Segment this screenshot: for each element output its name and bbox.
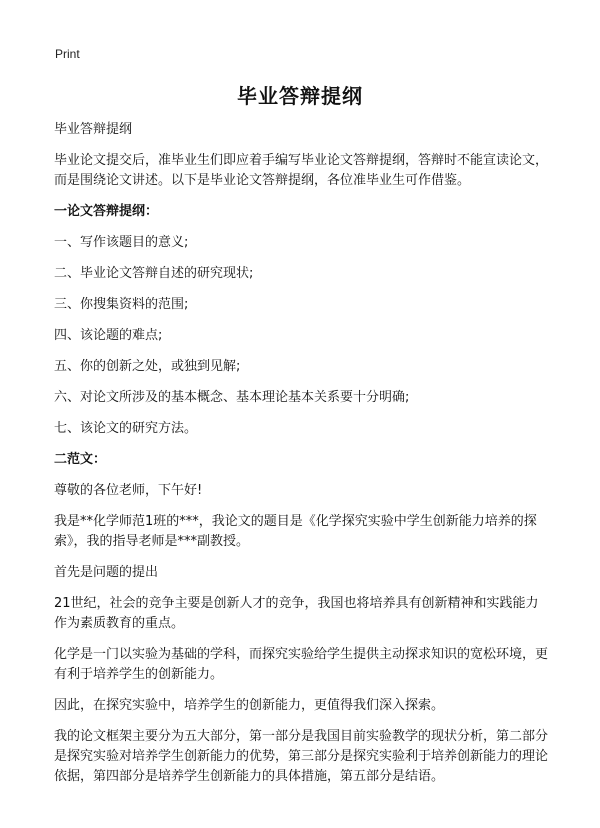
list-item: 七、该论文的研究方法。: [54, 421, 198, 436]
list-item: 五、你的创新之处，或独到见解;: [54, 359, 241, 374]
list-item: 二、毕业论文答辩自述的研究现状;: [54, 266, 254, 281]
sample-paragraph: 化学是一门以实验为基础的学科，而探究实验给学生提供主动探求知识的宽松环境，更有利于培养学生的创新能力。: [54, 647, 549, 682]
document-subtitle: 毕业答辩提纲: [54, 122, 133, 137]
section-heading-sample: 二范文：: [54, 452, 107, 467]
intro-paragraph: 毕业论文提交后，准毕业生们即应着手编写毕业论文答辩提纲，答辩时不能宣读论文，而是围绕论文讲述。以下是毕业论文答辩提纲，各位准毕业生可作借鉴。: [54, 153, 549, 188]
sample-paragraph: 21世纪，社会的竞争主要是创新人才的竞争，我国也将培养具有创新精神和实践能力作为素质教育的重点。: [54, 596, 539, 631]
sample-paragraph: 首先是问题的提出: [54, 565, 159, 580]
sample-paragraph: 我是**化学师范1班的***，我论文的题目是《化学探究实验中学生创新能力培养的探索》，我的指导老师是***副教授。: [54, 514, 537, 549]
page-title: 毕业答辩提纲: [237, 84, 363, 108]
outline-list: [54, 233, 548, 439]
sample-paragraph: 我的论文框架主要分为五大部分，第一部分是我国目前实验教学的现状分析，第二部分是探究实验对培养学生创新能力的优势，第三部分是探究实验利于培养创新能力的理论依据，第四部分是培养学生创新能力的具体措施，第五部分是结语。: [54, 729, 549, 784]
print-link[interactable]: Print: [55, 47, 80, 61]
list-item: 一、写作该题目的意义;: [54, 235, 189, 250]
sample-paragraph: 因此，在探究实验中，培养学生的创新能力，更值得我们深入探索。: [54, 698, 445, 713]
list-item: 三、你搜集资料的范围;: [54, 297, 189, 312]
sample-paragraph: 尊敬的各位老师，下午好!: [54, 483, 203, 498]
list-item: 四、该论题的难点;: [54, 328, 163, 343]
document-body: [54, 120, 548, 798]
section-heading-outline: 一论文答辩提纲：: [54, 204, 159, 219]
list-item: 六、对论文所涉及的基本概念、基本理论基本关系要十分明确;: [54, 390, 410, 405]
